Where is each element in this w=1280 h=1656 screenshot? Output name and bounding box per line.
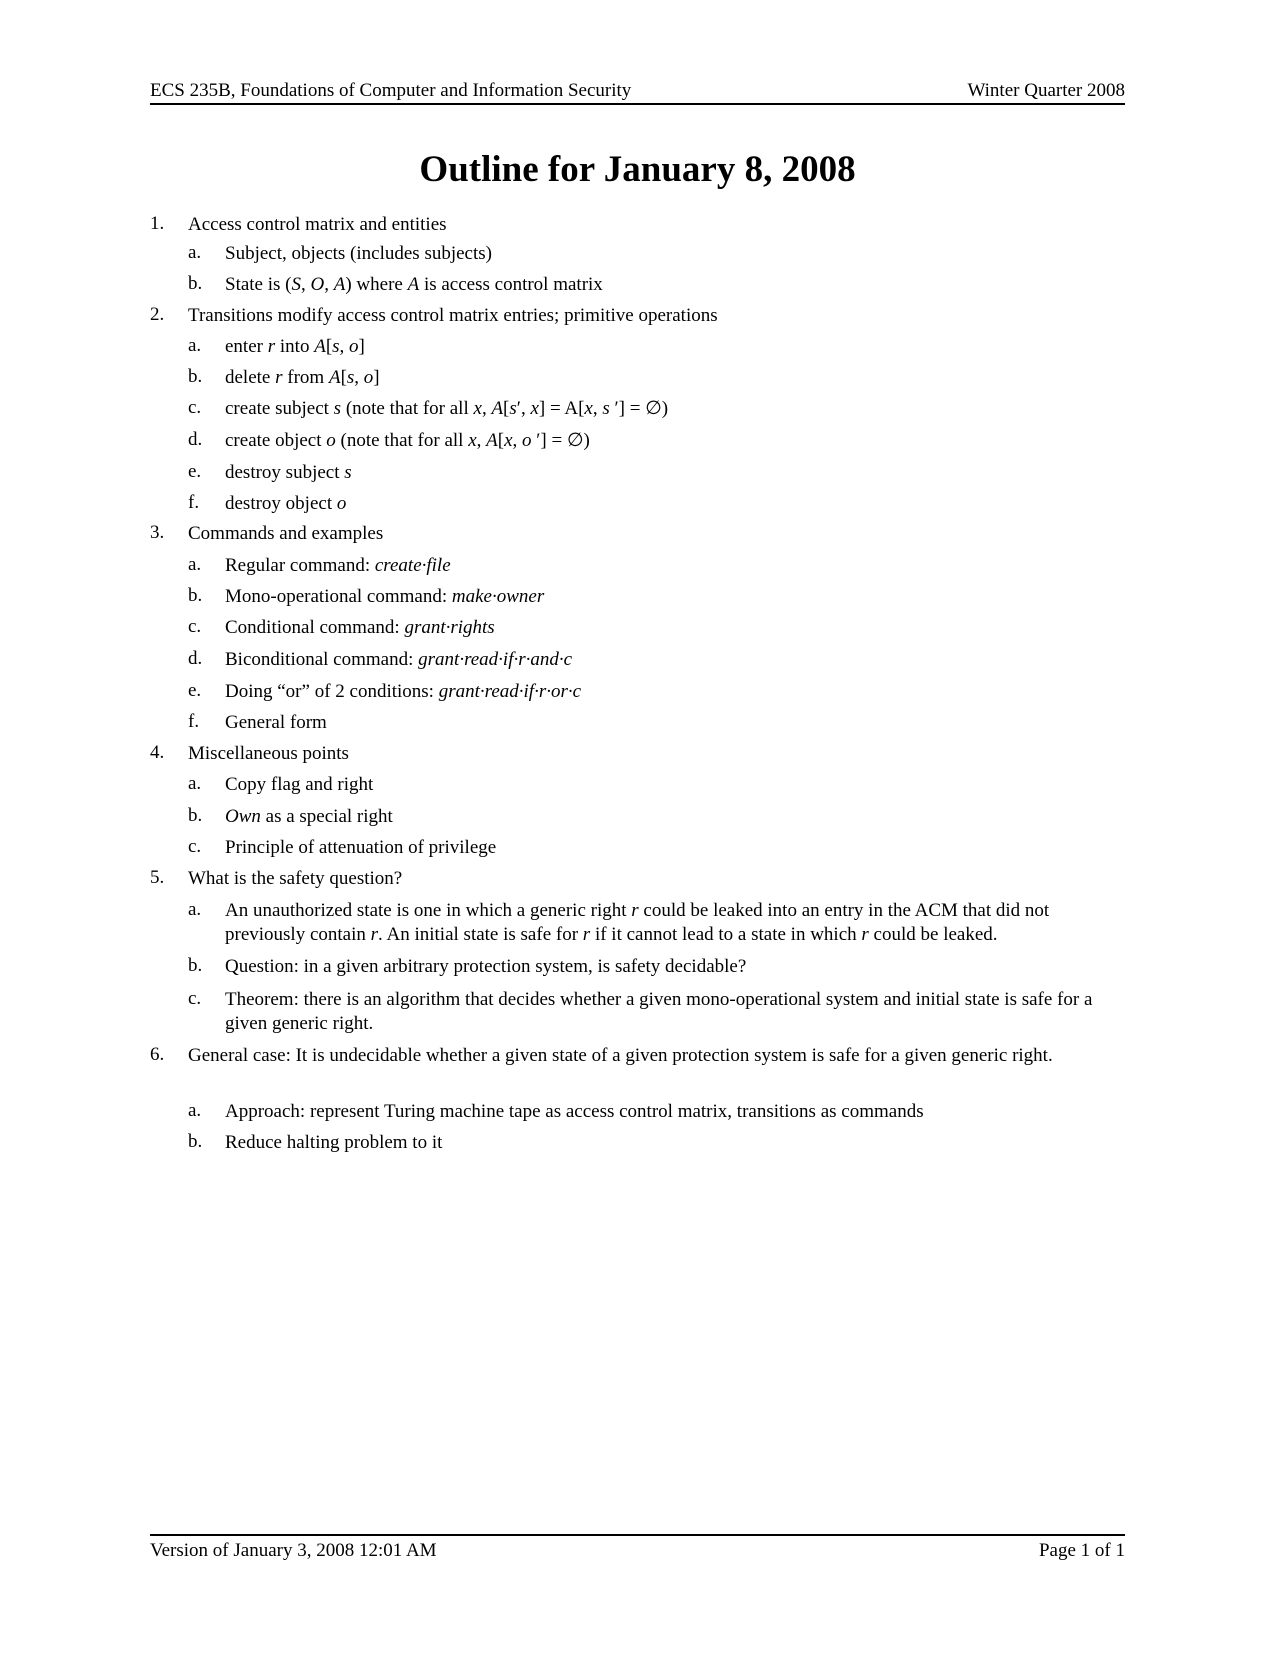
sub-text: State is (S, O, A) where A is access control matrix — [225, 274, 603, 295]
sub-text: Copy flag and right — [225, 774, 374, 795]
sub-text: Biconditional command: grant·read·if·r·and·c — [225, 649, 573, 670]
sub-text: Doing “or” of 2 conditions: grant·read·if·r·or·c — [225, 681, 582, 702]
item-text: Transitions modify access control matrix entries; primitive operations — [188, 305, 718, 326]
sub-item — [150, 680, 1125, 711]
sub-text: Mono-operational command: make·owner — [225, 586, 545, 607]
sub-letter: b. — [188, 585, 203, 606]
course-title: ECS 235B, Foundations of Computer and Information Security — [150, 80, 632, 101]
sub-letter: a. — [188, 335, 202, 356]
sub-letter: d. — [188, 429, 203, 450]
term-label: Winter Quarter 2008 — [967, 80, 1125, 101]
outline-list — [150, 213, 1125, 1162]
header-rule — [150, 103, 1125, 105]
item-number: 3. — [150, 522, 165, 543]
sub-text: Approach: represent Turing machine tape as access control matrix, transitions as commands — [225, 1101, 924, 1122]
item-text: Access control matrix and entities — [188, 214, 447, 235]
sub-letter: f. — [188, 711, 200, 732]
outline-item — [150, 742, 1125, 773]
sub-text: create subject s (note that for all x, A[s′, x] = A[x, s ′] = ∅) — [225, 398, 669, 419]
sub-letter: d. — [188, 648, 203, 669]
page-number: Page 1 of 1 — [1038, 1540, 1125, 1561]
outline-item — [150, 304, 1125, 335]
sub-text: Question: in a given arbitrary protection system, is safety decidable? — [225, 956, 747, 977]
sub-letter: b. — [188, 273, 203, 294]
sub-item — [150, 397, 1125, 429]
sub-letter: a. — [188, 899, 202, 920]
sub-letter: b. — [188, 366, 203, 387]
sub-letter: e. — [188, 461, 202, 482]
outline-item — [150, 213, 1125, 242]
sub-item — [150, 554, 1125, 585]
sub-letter: c. — [188, 397, 202, 418]
sub-item — [150, 585, 1125, 616]
sub-text: destroy subject s — [225, 462, 352, 483]
sub-letter: f. — [188, 492, 200, 513]
sub-item — [150, 242, 1125, 273]
sub-text: create object o (note that for all x, A[x, o ′] = ∅) — [225, 430, 590, 451]
sub-letter: a. — [188, 773, 202, 794]
sub-item — [150, 988, 1125, 1044]
sub-letter: a. — [188, 554, 202, 575]
sub-text: Regular command: create·file — [225, 555, 451, 576]
sub-text: Subject, objects (includes subjects) — [225, 243, 492, 264]
sub-item — [150, 461, 1125, 492]
sub-item — [150, 955, 1125, 988]
item-number: 6. — [150, 1044, 165, 1065]
sub-item — [150, 899, 1125, 955]
sub-letter: c. — [188, 988, 202, 1009]
page-header — [150, 76, 1125, 102]
item-number: 2. — [150, 304, 165, 325]
sub-letter: a. — [188, 242, 202, 263]
item-text: Commands and examples — [188, 523, 384, 544]
sub-item — [150, 492, 1125, 522]
sub-letter: b. — [188, 805, 203, 826]
sub-text: An unauthorized state is one in which a generic right r could be leaked into an entry in the ACM that did not previously contain r. An initial state is safe for r if it cannot lead to a state in which r could be leaked. — [225, 900, 1050, 945]
outline-item — [150, 867, 1125, 899]
sub-text: Principle of attenuation of privilege — [225, 837, 497, 858]
sub-letter: b. — [188, 1131, 203, 1152]
sub-letter: c. — [188, 836, 202, 857]
page-footer — [150, 1540, 1125, 1562]
sub-item — [150, 805, 1125, 836]
sub-letter: b. — [188, 955, 203, 976]
sub-letter: e. — [188, 680, 202, 701]
sub-item — [150, 616, 1125, 648]
footer-rule — [150, 1534, 1125, 1536]
sub-item — [150, 1100, 1125, 1131]
sub-item — [150, 273, 1125, 304]
sub-text: Conditional command: grant·rights — [225, 617, 495, 638]
sub-item — [150, 335, 1125, 366]
sub-letter: c. — [188, 616, 202, 637]
sub-text: delete r from A[s, o] — [225, 367, 380, 388]
sub-item — [150, 429, 1125, 461]
version-label: Version of January 3, 2008 12:01 AM — [150, 1540, 437, 1561]
sub-letter: a. — [188, 1100, 202, 1121]
sub-item — [150, 773, 1125, 805]
sub-text: Own as a special right — [225, 806, 393, 827]
item-text: What is the safety question? — [188, 868, 403, 889]
outline-item — [150, 1044, 1125, 1100]
sub-item — [150, 648, 1125, 680]
sub-text: Theorem: there is an algorithm that decides whether a given mono-operational system and initial state is safe for a given generic right. — [225, 989, 1093, 1034]
item-text: General case: It is undecidable whether a given state of a given protection system is safe for a given generic right. — [188, 1045, 1053, 1066]
item-number: 5. — [150, 867, 165, 888]
item-number: 1. — [150, 213, 165, 234]
outline-item — [150, 522, 1125, 554]
sub-item — [150, 1131, 1125, 1162]
sub-item — [150, 836, 1125, 867]
page-title: Outline for January 8, 2008 — [419, 149, 856, 190]
sub-text: enter r into A[s, o] — [225, 336, 365, 357]
sub-item — [150, 366, 1125, 397]
sub-item — [150, 711, 1125, 742]
item-text: Miscellaneous points — [188, 743, 349, 764]
sub-text: General form — [225, 712, 327, 733]
item-number: 4. — [150, 742, 165, 763]
sub-text: destroy object o — [225, 493, 347, 514]
sub-text: Reduce halting problem to it — [225, 1132, 443, 1153]
